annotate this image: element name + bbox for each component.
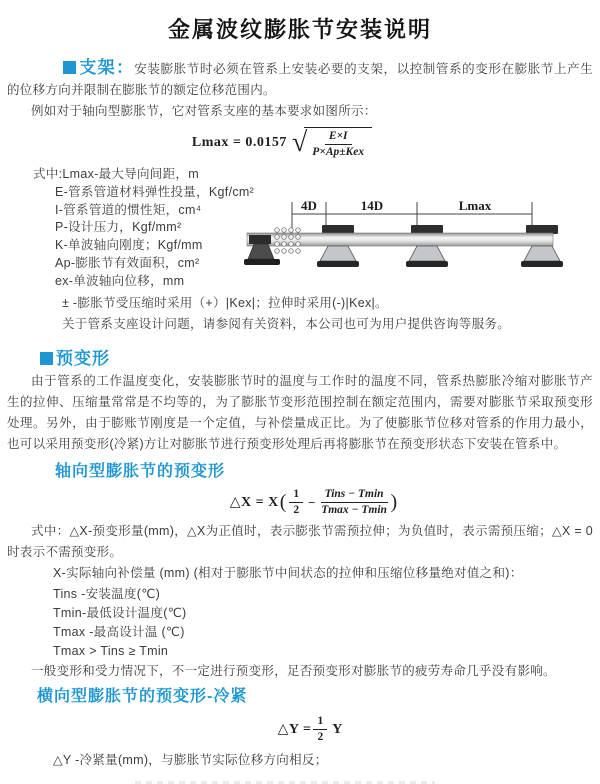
axial-formula-explanation: 式中：△X-预变形量(mm)，△X为正值时，表示膨张节需预拉伸；为负值时，表示需预压缩；△X = 0时表示不需预变形。 (7, 524, 593, 559)
lateral-formula-lhs: △Y = (277, 722, 312, 737)
lmax-formula-fraction (312, 130, 364, 159)
support-caps (322, 225, 558, 234)
page-title: 金属波纹膨胀节安装说明 (167, 17, 432, 42)
definition-item: 式中:Lmax-最大导向间距，m (33, 167, 199, 181)
temperature-item: Tmax -最高设计温 (℃) (53, 625, 185, 639)
definition-item: P-设计压力，Kgf/mm² (55, 220, 182, 235)
pipe-supports (317, 246, 563, 267)
fraction-denominator: Tmax − Tmin (321, 504, 387, 516)
lmax-formula (0, 127, 575, 159)
pipe-support-diagram (241, 197, 593, 293)
fraction-numerator: Tins − Tmin (321, 488, 388, 503)
radical-icon: √ (291, 127, 308, 158)
x-definition-line: X-实际轴向补偿量 (mm) (相对于膨胀节中间状态的拉伸和压缩位移量绝对值之和)： (53, 566, 523, 580)
section-heading-support: 支架： (79, 58, 135, 77)
consulting-note: 关于管系支座设计问题，请参阅有关资料，本公司也可为用户提供咨询等服务。 (62, 317, 511, 331)
sign-convention-note: ± -膨胀节受压缩时采用（+）|Kex|；拉伸时采用(-)|Kex|。 (62, 296, 388, 310)
lateral-note-line: △Y -冷紧量(mm)，与膨胀节实际位移方向相反； (53, 753, 328, 767)
definition-item: Ap-膨胀节有效面积，cm² (55, 255, 200, 270)
close-paren: ) (390, 491, 398, 513)
axial-general-note: 一般变形和受力情况下，不一定进行预变形，足否预变形对膨胀节的疲劳寿命几乎没有影响。 (31, 664, 556, 678)
lmax-formula-denominator: P×Ap±Kex (312, 146, 365, 158)
definition-item: ex-单波轴向位移，mm (55, 273, 185, 288)
dim-label-4d: 4D (301, 198, 317, 213)
open-paren: ( (279, 491, 287, 513)
section-preform (7, 344, 593, 455)
section-axial-preform (7, 458, 593, 682)
section-support (7, 57, 593, 335)
definition-item: K-单波轴向刚度；Kgf/mm (55, 238, 203, 253)
lateral-formula-rhs: Y (332, 721, 343, 737)
fraction-numerator: 1 (289, 488, 303, 503)
support-intro-text: 安装膨胀节时必须在管系上安装必要的支架，以控制管系的变形在膨胀节上产生的位移方向并限制在膨胀节的额定位移范围内。 (7, 62, 593, 97)
fraction-numerator: 1 (313, 715, 327, 730)
lmax-formula-numerator: E×I (325, 130, 352, 145)
preform-heading-row (40, 344, 593, 369)
dim-label-14d: 14D (360, 198, 384, 213)
formula-definitions-area (7, 166, 593, 293)
definition-item: I-管系管道的惯性矩，cm⁴ (55, 202, 202, 217)
definition-item: E-管系管道材料弹性投量，Kgf/cm² (55, 184, 255, 199)
section-marker-icon (63, 61, 76, 74)
axial-preform-heading: 轴向型膨胀节的预变形 (55, 463, 226, 480)
temperature-definitions-list (7, 585, 593, 661)
support-example-line: 例如对于轴向型膨胀节，它对管系支座的基本要求如图所示： (31, 104, 377, 118)
temperature-item: Tins -安装温度(℃) (53, 587, 161, 601)
one-half-fraction (313, 715, 327, 744)
lmax-formula-lhs: Lmax = 0.0157 (191, 135, 287, 150)
dim-label-lmax: Lmax (458, 198, 492, 213)
pipe-support (406, 246, 448, 267)
pipe-support (317, 246, 359, 267)
minus-operator: − (308, 494, 316, 510)
fraction-denominator: 2 (293, 504, 300, 516)
pipe-support (521, 246, 563, 267)
support-lead-paragraph (7, 57, 593, 101)
section-marker-icon (40, 352, 53, 365)
axial-preform-formula (21, 488, 600, 517)
one-half-fraction (289, 488, 303, 517)
fraction-denominator: 2 (317, 731, 324, 743)
axial-formula-lhs: △X = X (229, 495, 279, 510)
dimension-labels (301, 198, 492, 213)
preform-body-text: 由于管系的工作温度变化，安装膨胀节时的温度与工作时的温度不同，管系热膨胀冷缩对膨胀节产生的拉伸、压缩量常常是不均等的，为了膨胀节变形范围控制在额定范围内，需要对膨胀节采取预变形处理。另外，由于膨账节刚度是一个定值，与补偿量成正比。为了使膨胀节位移对管系的作用力最小，也可以采用预变形(冷紧)方让对膨胀节进行预变形处理后再将膨胀节在预变形状态下安装在管系中。 (7, 374, 593, 451)
lateral-preform-heading: 横向型膨胀节的预变形-冷紧 (37, 688, 248, 705)
temperature-fraction (321, 488, 388, 517)
temperature-item: Tmin-最低设计温度(℃) (53, 606, 187, 620)
section-lateral-preform (7, 683, 593, 771)
lateral-preform-formula (17, 715, 600, 744)
section-heading-preform: 预变形 (56, 349, 110, 368)
temperature-item: Tmax > Tins ≥ Tmin (53, 644, 169, 658)
lmax-formula-radicand (304, 127, 372, 159)
